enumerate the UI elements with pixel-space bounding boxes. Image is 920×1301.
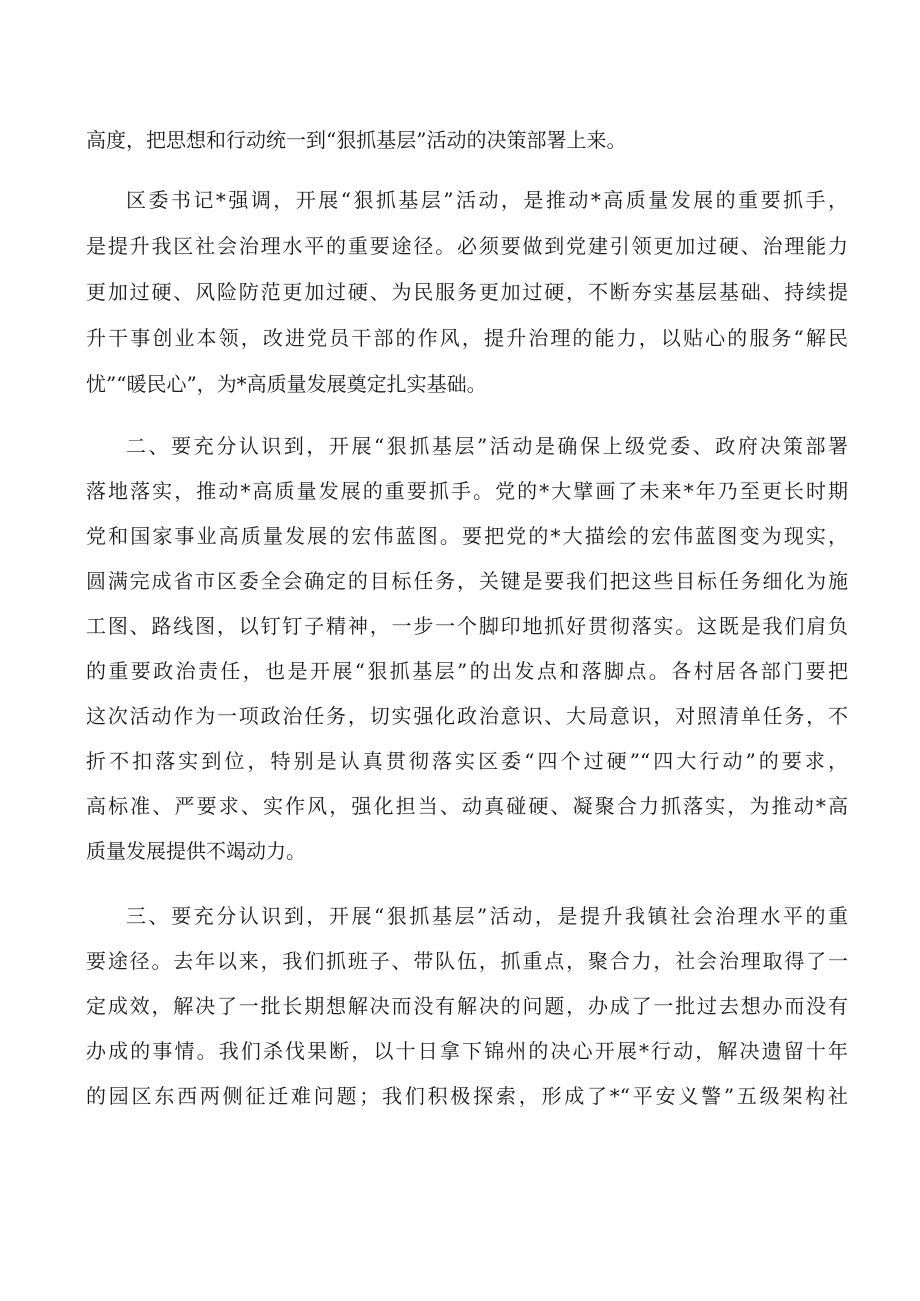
text-line: 落地落实，推动*高质量发展的重要抓手。党的*大擘画了未来*年乃至更长时期 <box>86 479 848 503</box>
text-line: 办成的事情。我们杀伐果断，以十日拿下锦州的决心开展*行动，解决遗留十年 <box>86 1039 848 1063</box>
text-line: 定成效，解决了一批长期想解决而没有解决的问题，办成了一批过去想办而没有 <box>86 994 848 1018</box>
text-line: 党和国家事业高质量发展的宏伟蓝图。要把党的*大描绘的宏伟蓝图变为现实， <box>86 524 848 548</box>
text-line: 折不扣落实到位，特别是认真贯彻落实区委“四个过硬”“四大行动”的要求， <box>86 749 848 773</box>
text-line: 高标准、严要求、实作风，强化担当、动真碰硬、凝聚合力抓落实，为推动*高 <box>86 794 848 818</box>
text-line: 更加过硬、风险防范更加过硬、为民服务更加过硬，不断夯实基层基础、持续提 <box>86 280 848 304</box>
text-line: 二、要充分认识到，开展“狠抓基层”活动是确保上级党委、政府决策部署 <box>126 434 848 458</box>
text-line: 升干事创业本领，改进党员干部的作风，提升治理的能力，以贴心的服务“解民 <box>86 326 848 350</box>
text-line: 三、要充分认识到，开展“狠抓基层”活动，是提升我镇社会治理水平的重 <box>126 904 848 928</box>
text-line: 的园区东西两侧征迁难问题；我们积极探索，形成了*“平安义警”五级架构社 <box>86 1084 848 1108</box>
text-line: 这次活动作为一项政治任务，切实强化政治意识、大局意识，对照清单任务，不 <box>86 704 848 728</box>
text-line: 是提升我区社会治理水平的重要途径。必须要做到党建引领更加过硬、治理能力 <box>86 234 848 258</box>
text-line: 圆满完成省市区委全会确定的目标任务，关键是要我们把这些目标任务细化为施 <box>86 569 848 593</box>
text-line: 区委书记*强调，开展“狠抓基层”活动，是推动*高质量发展的重要抓手， <box>126 188 848 212</box>
text-line: 质量发展提供不竭动力。 <box>86 839 306 863</box>
text-line: 的重要政治责任，也是开展“狠抓基层”的出发点和落脚点。各村居各部门要把 <box>86 659 848 683</box>
text-line: 工图、路线图，以钉钉子精神，一步一个脚印地抓好贯彻落实。这既是我们肩负 <box>86 614 848 638</box>
text-line: 忧”“暖民心”，为*高质量发展奠定扎实基础。 <box>86 372 487 396</box>
text-line: 高度，把思想和行动统一到“狠抓基层”活动的决策部署上来。 <box>86 128 627 152</box>
text-line: 要途径。去年以来，我们抓班子、带队伍，抓重点，聚合力，社会治理取得了一 <box>86 949 848 973</box>
